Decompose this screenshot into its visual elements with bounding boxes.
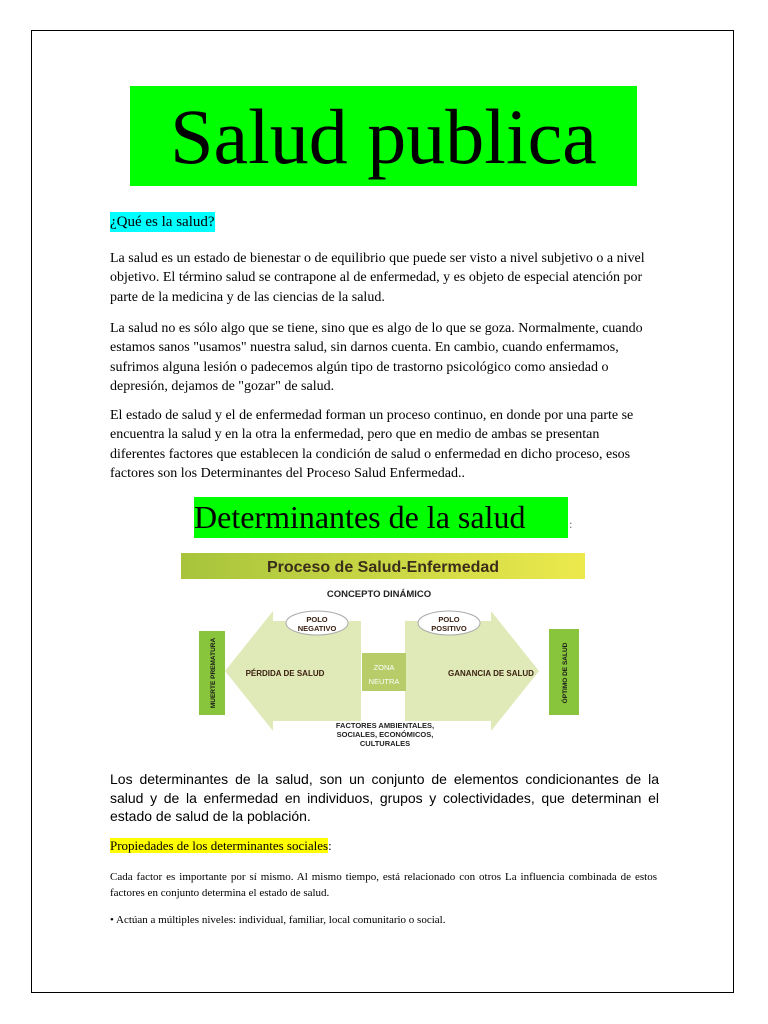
paragraph-definition: La salud es un estado de bienestar o de equilibrio que puede ser visto a nivel subjetivo o a nivel objetivo. El término salud se contrapone al de enfermedad, y es objeto de especial atención por parte de la medicina y de las ciencias de la salud. xyxy=(110,251,645,305)
paragraph-enjoyment: La salud no es sólo algo que se tiene, sino que es algo de lo que se goza. Normalmente, cuando estamos sanos "usamos" nuestra salud, sin darnos cuenta. En cambio, cuando enfermamos, sufrimos alguna lesión o padecemos algún tipo de trastorno psicológico como ansiedad o depresión, dejamos de "gozar" de salud. xyxy=(110,321,643,394)
zone-line1: ZONA xyxy=(373,663,395,672)
gain-label: GANANCIA DE SALUD xyxy=(448,669,534,678)
page-title: Salud publica xyxy=(170,93,597,180)
subheading-determinants: Determinantes de la salud xyxy=(194,499,526,535)
subheading-colon: : xyxy=(569,517,573,531)
diagram-concept: CONCEPTO DINÁMICO xyxy=(326,589,432,600)
pole-negative-line2: NEGATIVO xyxy=(297,624,337,633)
pole-positive-line2: POSITIVO xyxy=(431,624,467,633)
factors-line1: FACTORES AMBIENTALES, xyxy=(335,721,435,730)
bullet-item-levels: • Actúan a múltiples niveles: individual, familiar, local comunitario o social. xyxy=(110,914,446,926)
paragraph-process: El estado de salud y el de enfermedad forman un proceso continuo, en donde por una parte se encuentra la salud y en la otra la enfermedad, pero que en medio de ambas se presentan diferentes factores que establecen la condición de salud o enfermedad en dicho proceso, esos factores son los Determinantes del Proceso Salud Enfermedad.. xyxy=(110,408,634,481)
diagram-title: Proceso de Salud-Enfermedad xyxy=(266,559,500,576)
factors-line3: CULTURALES xyxy=(359,739,411,748)
right-bar-label: ÓPTIMO DE SALUD xyxy=(562,642,569,704)
properties-heading xyxy=(110,837,332,855)
loss-label: PÉRDIDA DE SALUD xyxy=(245,669,325,678)
pole-positive-line1: POLO xyxy=(438,615,460,624)
pole-negative-line1: POLO xyxy=(306,615,328,624)
properties-heading-colon: : xyxy=(328,838,332,853)
paragraph-properties: Cada factor es importante por sí mismo. Al mismo tiempo, está relacionado con otros La influencia combinada de estos factores en conjunto determina el estado de salud. xyxy=(110,871,657,899)
properties-heading-text: Propiedades de los determinantes sociales xyxy=(110,838,329,853)
question-heading: ¿Qué es la salud? xyxy=(110,214,215,230)
factors-line2: SOCIALES, ECONÓMICOS, xyxy=(336,730,434,739)
left-bar-label: MUERTE PREMATURA xyxy=(210,637,217,709)
zone-line2: NEUTRA xyxy=(368,677,400,686)
paragraph-determinants: Los determinantes de la salud, son un conjunto de elementos condicionantes de la salud y de la enfermedad en individuos, grupos y colectividades, que determinan el estado de salud de la población. xyxy=(110,771,659,824)
health-process-diagram xyxy=(181,553,585,749)
